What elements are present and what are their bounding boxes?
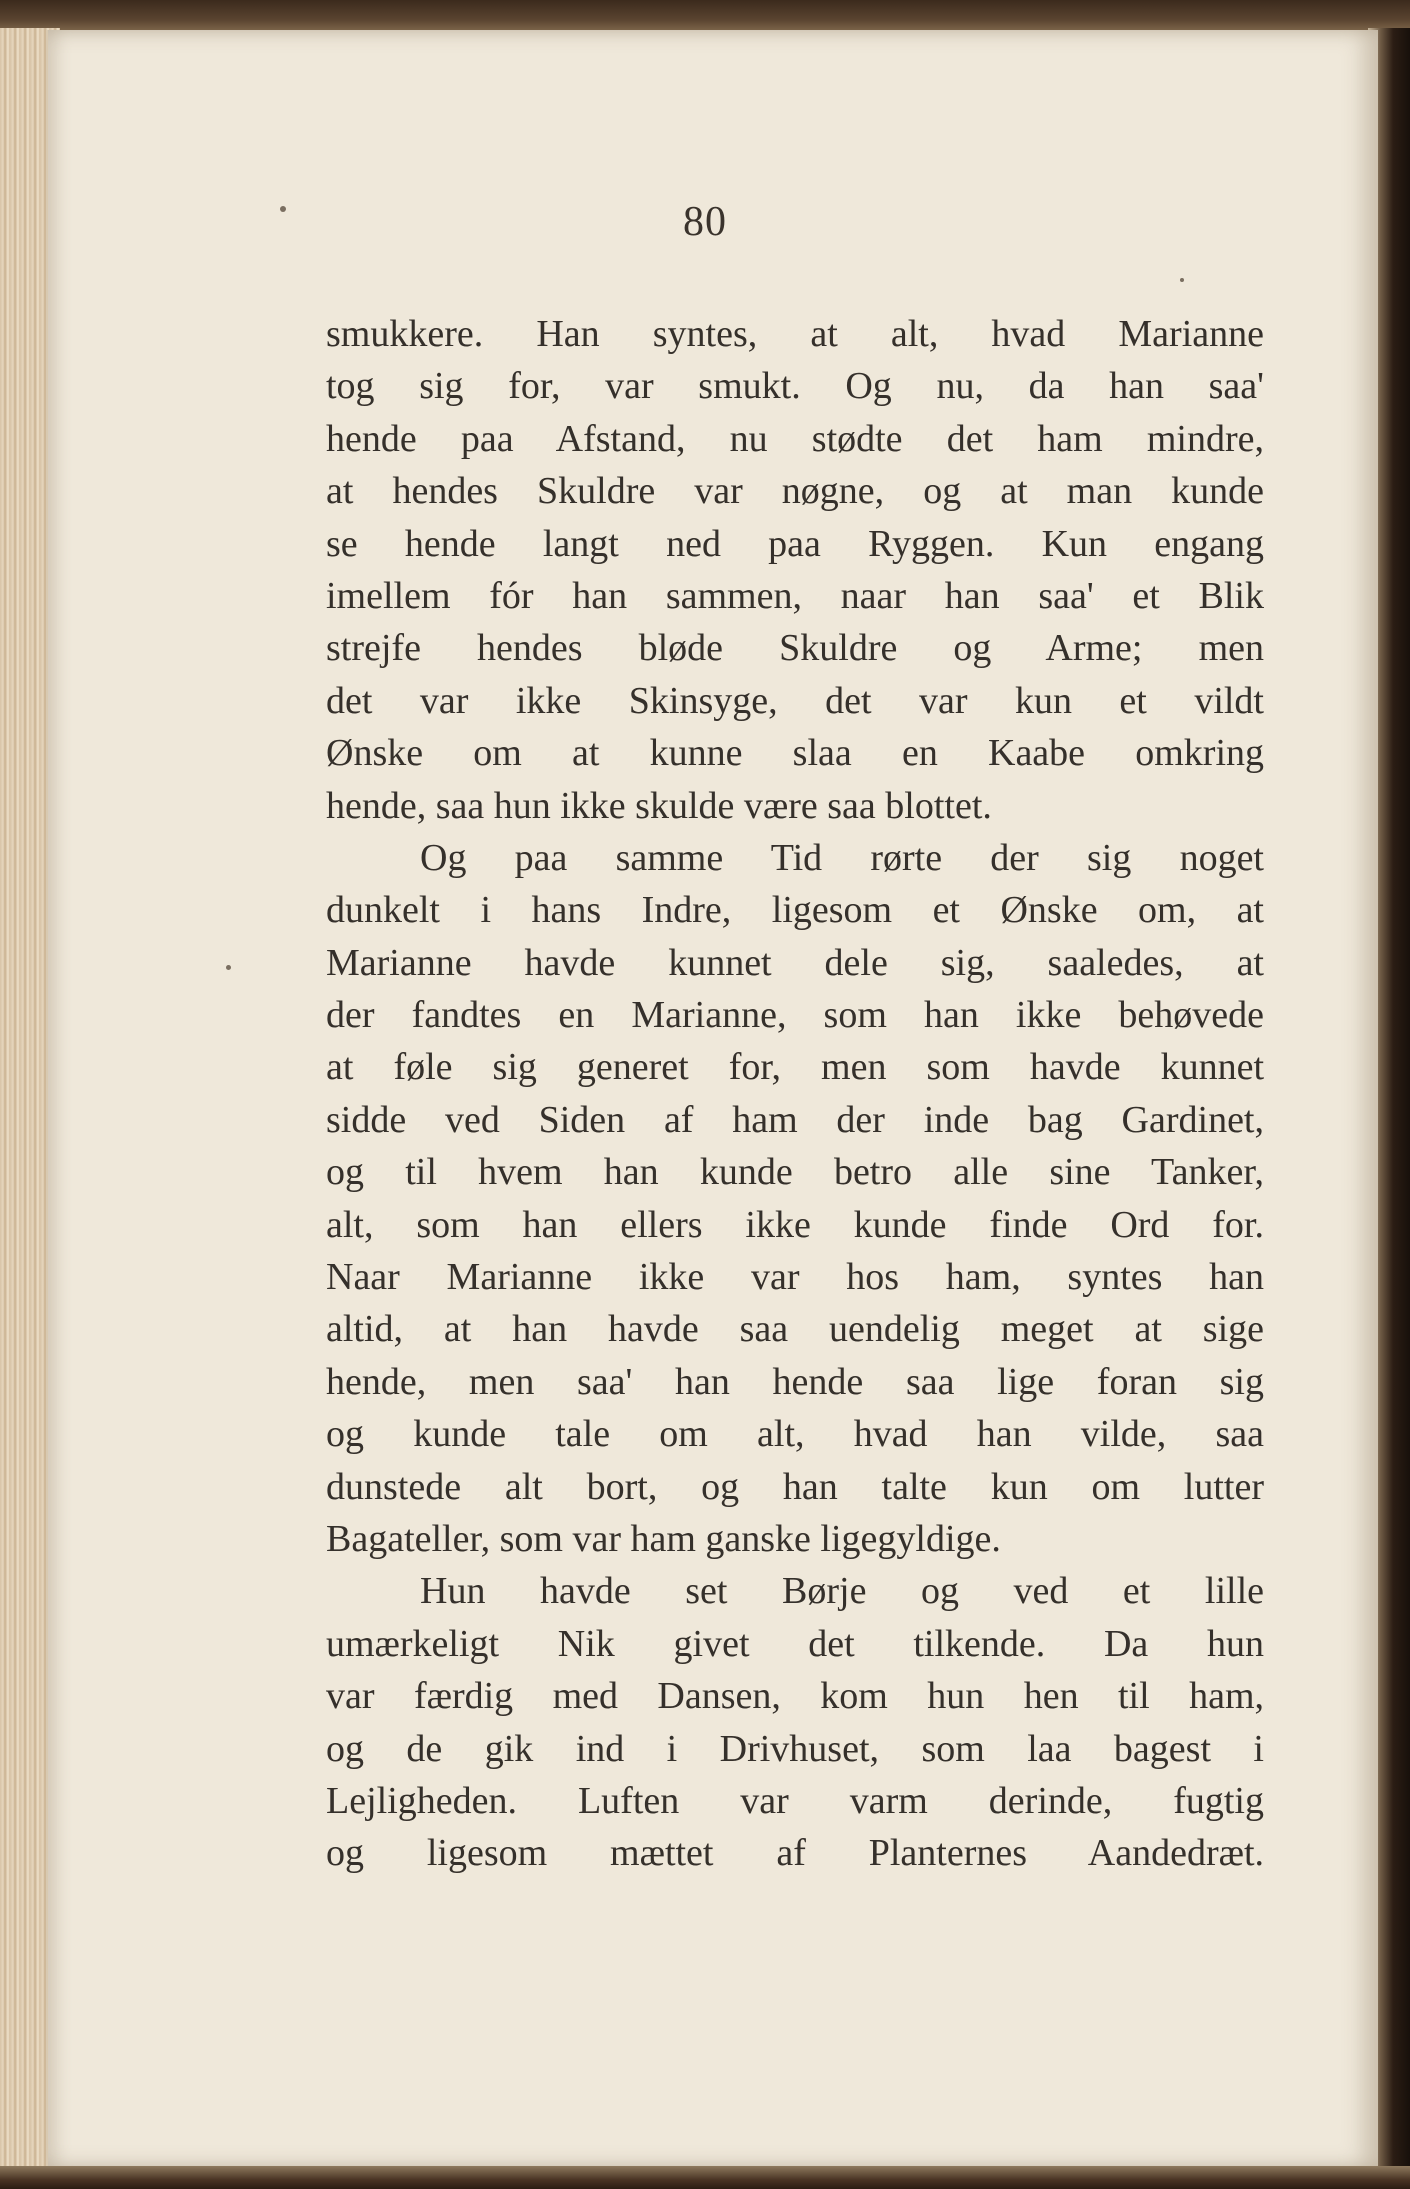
paragraph-first-line: Og paa samme Tid rørte der sig noget xyxy=(420,836,1264,879)
text-line: smukkere. Han syntes, at alt, hvad Marianne xyxy=(326,313,1264,355)
text-line: at hendes Skuldre var nøgne, og at man kunde xyxy=(326,470,1264,513)
text-line: strejfe hendes bløde Skuldre og Arme; men xyxy=(326,627,1264,670)
paper-speck xyxy=(1180,278,1184,282)
text-line: tog sig for, var smukt. Og nu, da han saa' xyxy=(326,365,1264,408)
text-line: der fandtes en Marianne, som han ikke behøvede xyxy=(326,994,1264,1037)
paragraph-first-line: Hun havde set Børje og ved et lille xyxy=(420,1570,1264,1613)
text-line: alt, som han ellers ikke kunde finde Ord for. xyxy=(326,1203,1264,1246)
text-line: Ønske om at kunne slaa en Kaabe omkring xyxy=(326,732,1264,775)
book-bottom-edge xyxy=(0,2166,1410,2189)
page-number: 80 xyxy=(683,199,727,245)
text-line: hende paa Afstand, nu stødte det ham mindre, xyxy=(326,417,1264,460)
body-text xyxy=(326,308,1264,1880)
text-line: og kunde tale om alt, hvad han vilde, saa xyxy=(326,1413,1264,1456)
text-line: hende, men saa' han hende saa lige foran sig xyxy=(326,1360,1264,1403)
text-line: at føle sig generet for, men som havde kunnet xyxy=(326,1046,1264,1089)
text-line: dunstede alt bort, og han talte kun om lutter xyxy=(326,1465,1264,1508)
text-line: Bagateller, som var ham ganske ligegyldige. xyxy=(326,1517,1001,1560)
text-line: imellem fór han sammen, naar han saa' et Blik xyxy=(326,574,1264,617)
text-line: dunkelt i hans Indre, ligesom et Ønske om, at xyxy=(326,889,1264,932)
text-line: og ligesom mættet af Planternes Aandedræt. xyxy=(326,1832,1264,1875)
paper-speck xyxy=(226,965,231,970)
text-line: hende, saa hun ikke skulde være saa blottet. xyxy=(326,784,992,827)
text-line: det var ikke Skinsyge, det var kun et vildt xyxy=(326,679,1264,722)
text-line: og de gik ind i Drivhuset, som laa bagest i xyxy=(326,1727,1264,1770)
text-line: Lejligheden. Luften var varm derinde, fugtig xyxy=(326,1779,1264,1822)
text-line: Marianne havde kunnet dele sig, saaledes, at xyxy=(326,941,1264,984)
text-line: sidde ved Siden af ham der inde bag Gardinet, xyxy=(326,1098,1264,1141)
text-line: Naar Marianne ikke var hos ham, syntes han xyxy=(326,1256,1264,1299)
text-line: se hende langt ned paa Ryggen. Kun engang xyxy=(326,522,1264,565)
text-line: var færdig med Dansen, kom hun hen til ham, xyxy=(326,1675,1264,1718)
text-line: og til hvem han kunde betro alle sine Tanker, xyxy=(326,1151,1264,1194)
text-line: umærkeligt Nik givet det tilkende. Da hun xyxy=(326,1622,1264,1665)
text-line: altid, at han havde saa uendelig meget at sige xyxy=(326,1308,1264,1351)
